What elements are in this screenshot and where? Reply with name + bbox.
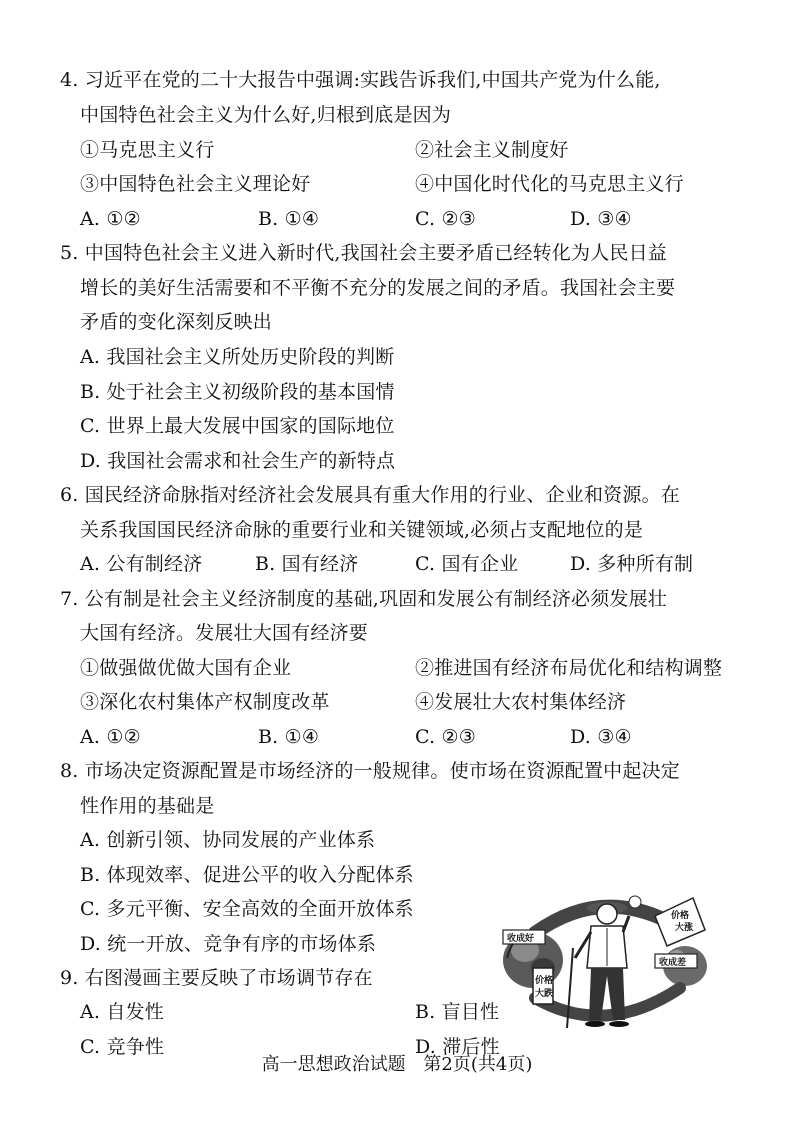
- q7-item-4: ④发展壮大农村集体经济: [415, 691, 627, 713]
- q4-option-b[interactable]: B. ①④: [258, 208, 320, 230]
- q7-item-1: ①做强做优做大国有企业: [80, 657, 292, 679]
- q7-option-c[interactable]: C. ②③: [415, 726, 477, 748]
- q6-option-a[interactable]: A. 公有制经济: [80, 553, 203, 575]
- label-price-fall-2: 大跌: [535, 989, 554, 999]
- footer-title: 高一思想政治试题: [261, 1054, 406, 1075]
- q5-stem-line1: 5. 中国特色社会主义进入新时代,我国社会主要矛盾已经转化为人民日益: [60, 242, 668, 264]
- q7-option-d[interactable]: D. ③④: [570, 726, 632, 748]
- q5-option-b[interactable]: B. 处于社会主义初级阶段的基本国情: [80, 381, 395, 403]
- price-rise-arrow-icon: [655, 898, 705, 946]
- q7-option-a[interactable]: A. ①②: [80, 726, 141, 748]
- footer-page-number: 第2页(共4页): [423, 1054, 533, 1075]
- page-footer: [0, 1053, 794, 1077]
- label-price-rise-1: 价格: [671, 911, 690, 921]
- q8-option-b[interactable]: B. 体现效率、促进公平的收入分配体系: [80, 864, 414, 886]
- q7-stem-line2: 大国有经济。发展壮大国有经济要: [80, 622, 369, 644]
- q7-stem-line1: 7. 公有制是社会主义经济制度的基础,巩固和发展公有制经济必须发展壮: [60, 588, 668, 610]
- q7-option-b[interactable]: B. ①④: [258, 726, 320, 748]
- q5-stem-line3: 矛盾的变化深刻反映出: [80, 311, 273, 333]
- q4-stem-line1: 4. 习近平在党的二十大报告中强调:实践告诉我们,中国共产党为什么能,: [60, 69, 661, 91]
- q8-option-c[interactable]: C. 多元平衡、安全高效的全面开放体系: [80, 898, 414, 920]
- q9-option-d[interactable]: D. 滞后性: [415, 1036, 500, 1058]
- q8-stem-line2: 性作用的基础是: [80, 795, 215, 817]
- q4-option-a[interactable]: A. ①②: [80, 208, 141, 230]
- q8-option-d[interactable]: D. 统一开放、竞争有序的市场体系: [80, 933, 377, 955]
- label-price-rise-2: 大涨: [675, 923, 694, 933]
- q8-stem-line1: 8. 市场决定资源配置是市场经济的一般规律。使市场在资源配置中起决定: [60, 760, 680, 782]
- q5-option-a[interactable]: A. 我国社会主义所处历史阶段的判断: [80, 346, 395, 368]
- q6-stem-line1: 6. 国民经济命脉指对经济社会发展具有重大作用的行业、企业和资源。在: [60, 484, 680, 506]
- q9-option-a[interactable]: A. 自发性: [80, 1001, 165, 1023]
- q4-option-d[interactable]: D. ③④: [570, 208, 632, 230]
- q6-option-c[interactable]: C. 国有企业: [415, 553, 519, 575]
- q4-item-1: ①马克思主义行: [80, 139, 215, 161]
- q4-item-2: ②社会主义制度好: [415, 139, 569, 161]
- q7-item-2: ②推进国有经济布局优化和结构调整: [415, 657, 723, 679]
- label-price-fall-1: 价格: [535, 976, 554, 986]
- label-bad-harvest: 收成差: [659, 958, 687, 968]
- q5-option-d[interactable]: D. 我国社会需求和社会生产的新特点: [80, 450, 396, 472]
- q4-item-4: ④中国化时代化的马克思主义行: [415, 173, 684, 195]
- q8-option-a[interactable]: A. 创新引领、协同发展的产业体系: [80, 829, 376, 851]
- q6-stem-line2: 关系我国国民经济命脉的重要行业和关键领域,必须占支配地位的是: [80, 519, 644, 541]
- q6-option-b[interactable]: B. 国有经济: [255, 553, 359, 575]
- q4-option-c[interactable]: C. ②③: [415, 208, 477, 230]
- q9-stem-line1: 9. 右图漫画主要反映了市场调节存在: [60, 967, 373, 989]
- price-fall-arrow-icon: [533, 968, 554, 1004]
- q6-option-d[interactable]: D. 多种所有制: [570, 553, 694, 575]
- farmer-market-cartoon: [495, 888, 717, 1038]
- q9-option-b[interactable]: B. 盲目性: [415, 1001, 500, 1023]
- q4-item-3: ③中国特色社会主义理论好: [80, 173, 311, 195]
- q9-option-c[interactable]: C. 竞争性: [80, 1036, 165, 1058]
- label-good-harvest: 收成好: [507, 934, 535, 944]
- q5-option-c[interactable]: C. 世界上最大发展中国家的国际地位: [80, 415, 395, 437]
- q5-stem-line2: 增长的美好生活需要和不平衡不充分的发展之间的矛盾。我国社会主要: [80, 277, 676, 299]
- q7-item-3: ③深化农村集体产权制度改革: [80, 691, 330, 713]
- q4-stem-line2: 中国特色社会主义为什么好,归根到底是因为: [80, 104, 452, 126]
